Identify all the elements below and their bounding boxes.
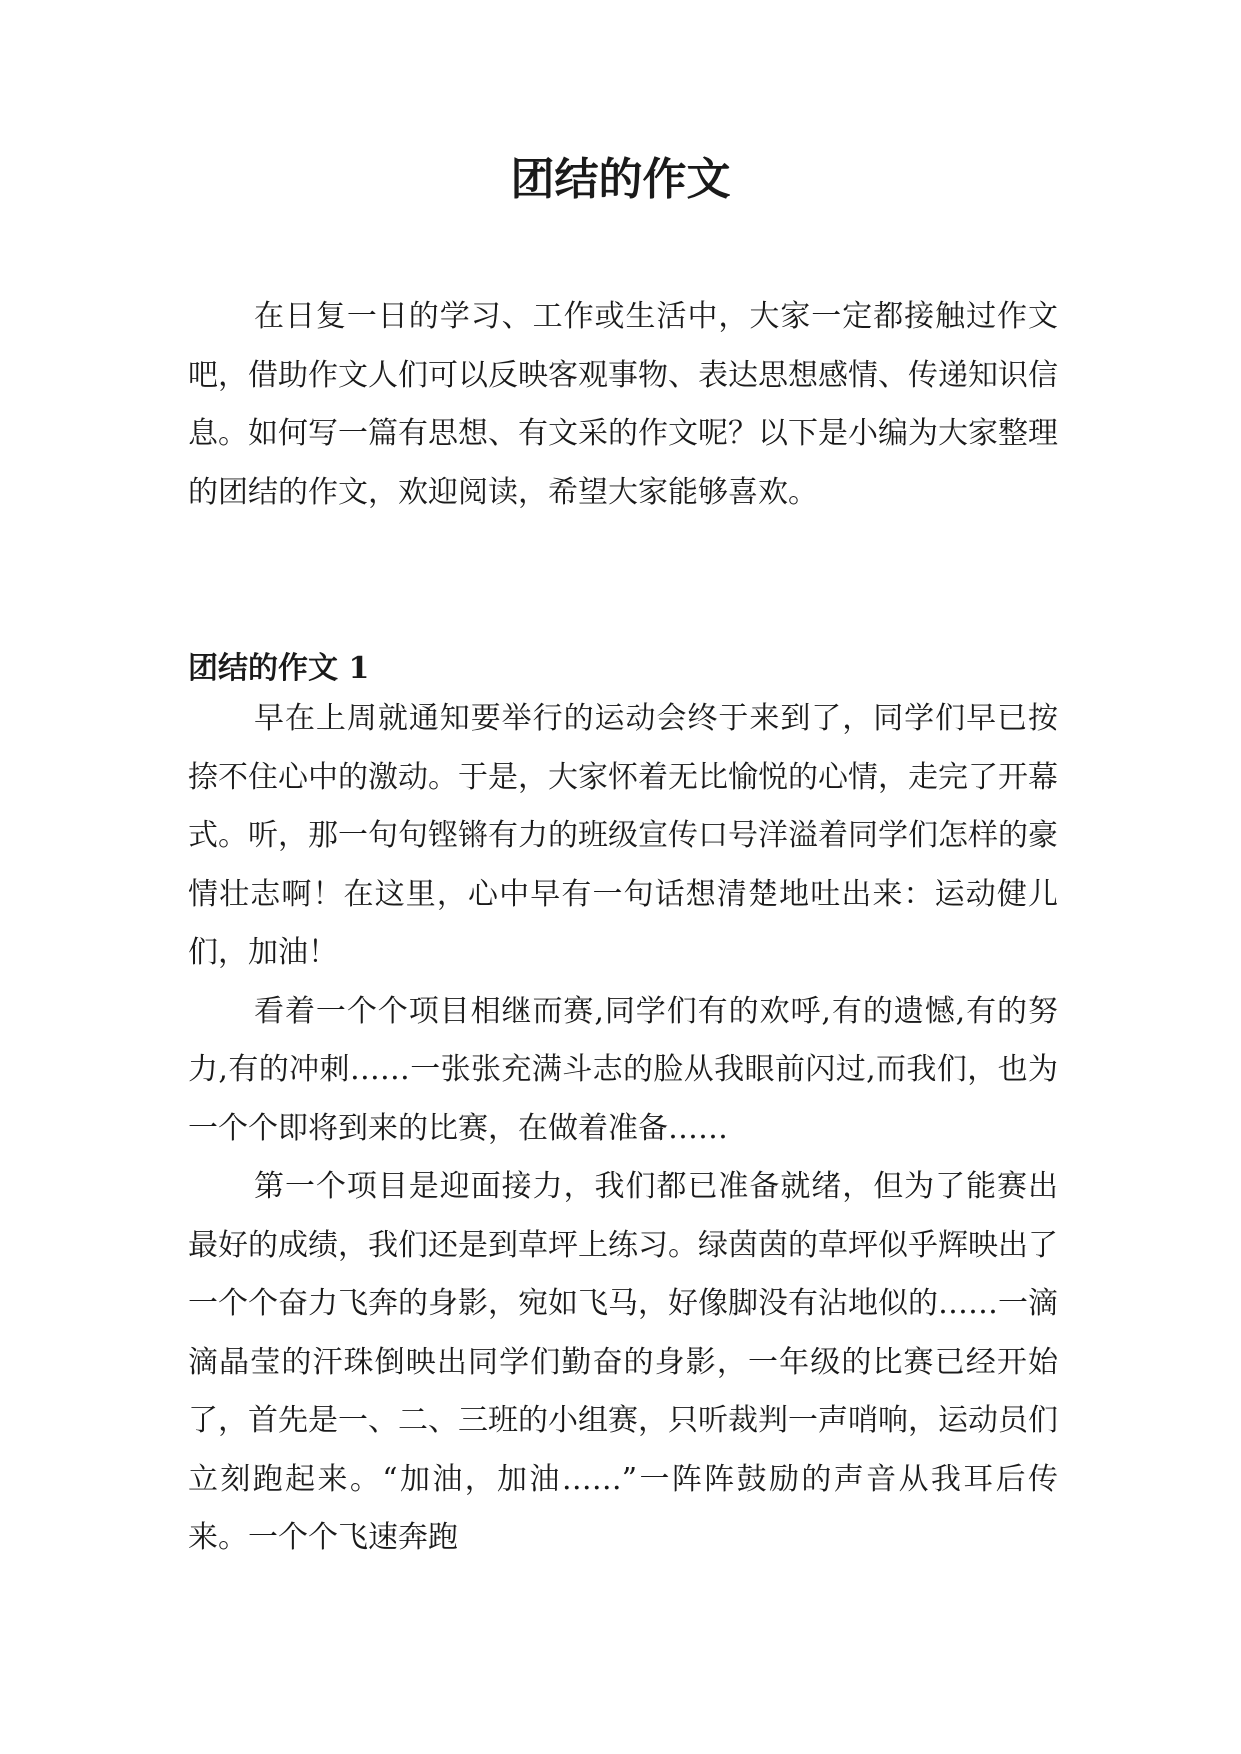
essay-paragraph: 早在上周就通知要举行的运动会终于来到了，同学们早已按捺不住心中的激动。于是，大家怀着无比愉悦的心情，走完了开幕式。听，那一句句铿锵有力的班级宣传口号洋溢着同学们怎样的豪情壮志啊！在这里，心中早有一句话想清楚地吐出来：运动健儿们，加油！ [188,701,1058,970]
document-title: 团结的作文 [510,154,731,205]
essay-body [188,690,1058,1568]
essay-paragraph: 看着一个个项目相继而赛,同学们有的欢呼,有的遗憾,有的努力,有的冲刺……一张张充满斗志的脸从我眼前闪过,而我们，也为一个个即将到来的比赛，在做着准备…… [188,993,1058,1146]
intro-paragraph: 在日复一日的学习、工作或生活中，大家一定都接触过作文吧，借助作文人们可以反映客观事物、表达思想感情、传递知识信息。如何写一篇有思想、有文采的作文呢？以下是小编为大家整理的团结的作文，欢迎阅读，希望大家能够喜欢。 [188,299,1058,510]
essay-paragraph: 第一个项目是迎面接力，我们都已准备就绪，但为了能赛出最好的成绩，我们还是到草坪上练习。绿茵茵的草坪似乎辉映出了一个个奋力飞奔的身影，宛如飞马，好像脚没有沾地似的……一滴滴晶莹的汗珠倒映出同学们勤奋的身影，一年级的比赛已经开始了，首先是一、二、三班的小组赛，只听裁判一声哨响，运动员们立刻跑起来。“加油，加油……”一阵阵鼓励的声音从我耳后传来。一个个飞速奔跑 [188,1169,1058,1555]
section-heading: 团结的作文 1 [188,651,370,686]
